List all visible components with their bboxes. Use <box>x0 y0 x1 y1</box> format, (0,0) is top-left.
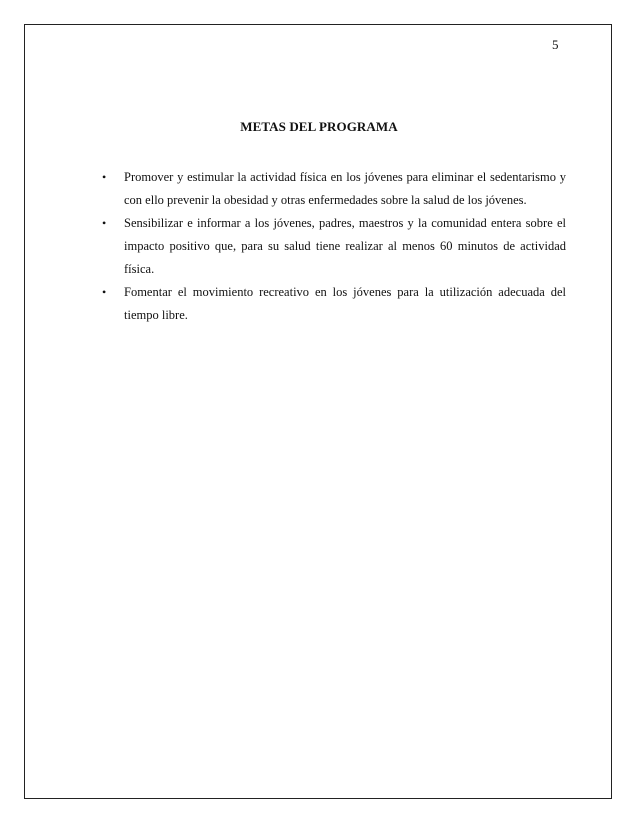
page-title: METAS DEL PROGRAMA <box>240 119 398 134</box>
list-item <box>96 166 566 212</box>
goal-text: Promover y estimular la actividad física en los jóvenes para eliminar el sedentarismo y con ello prevenir la obesidad y otras enfermedades sobre la salud de los jóvenes. <box>124 170 566 207</box>
list-item <box>96 281 566 327</box>
list-item <box>96 212 566 281</box>
page-border <box>24 24 612 799</box>
bullet-icon: • <box>102 285 107 299</box>
page-number: 5 <box>552 37 559 52</box>
bullet-icon: • <box>102 170 107 184</box>
bullet-icon: • <box>102 216 107 230</box>
goals-list <box>96 166 566 327</box>
goal-text: Fomentar el movimiento recreativo en los jóvenes para la utilización adecuada del tiempo libre. <box>124 285 566 322</box>
goal-text: Sensibilizar e informar a los jóvenes, padres, maestros y la comunidad entera sobre el impacto positivo que, para su salud tiene realizar al menos 60 minutos de actividad física. <box>124 216 566 276</box>
